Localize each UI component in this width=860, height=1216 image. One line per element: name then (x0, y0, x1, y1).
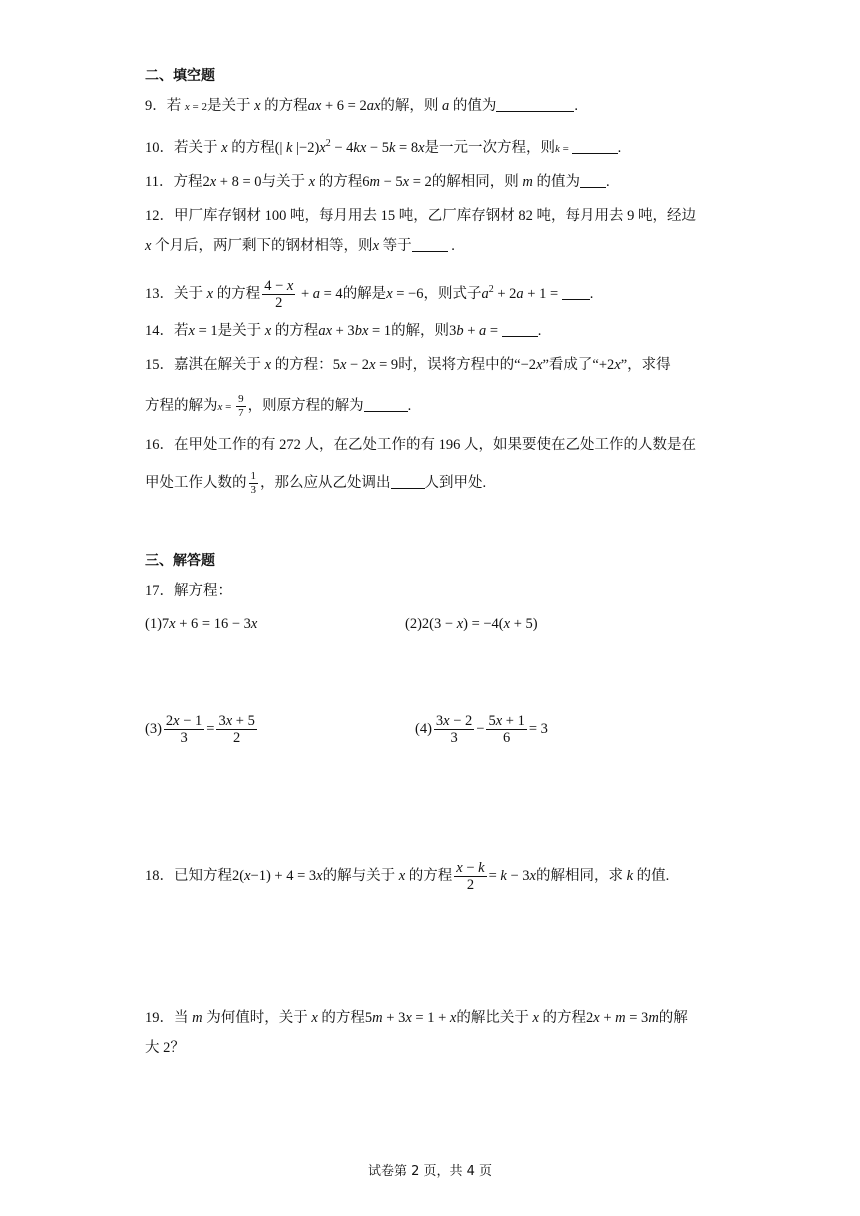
q14-expression: 3b + a = (449, 323, 502, 339)
question-10: 10．若关于 x 的方程(| k $|-2)x^2 - 4kx - 5k = 8x$是一元一次方程，则k = . (145, 138, 622, 156)
q14-text-b: 是关于 (217, 323, 262, 339)
q15-text-h: . (407, 397, 412, 414)
q11-equation-2: 6m − 5x = 2 (362, 174, 432, 190)
q14-text-e: . (537, 323, 542, 339)
q15-term-minus: −2x (520, 357, 543, 373)
q19-text-f: 的解 (658, 1010, 688, 1026)
q13-expression: $a^2 + 2a + 1$ = (481, 284, 562, 302)
question-19-line-1: 19．当 m 为何值时，关于 x 的方程5m + 3x = 1 + x的解比关于 x 的方程2x + m = 3m的解 (145, 1010, 688, 1026)
q11-text-f: . (605, 174, 610, 190)
q13-solution: x = −6 (386, 285, 424, 302)
q18-fraction: $\frac{x - k}{2}$ (456, 860, 485, 893)
question-9: 9．若 x = 2是关于 x 的方程ax + 6 = 2ax的解，则 a 的值为 . (145, 98, 579, 114)
q14-number: 14． (145, 323, 174, 339)
question-15-line-1: 15．嘉淇在解关于 x 的方程：5x − 2x = 9时，误将方程中的“−2x”看成了“+2x”，求得 (145, 357, 671, 373)
q17-part-4-frac-right: $\frac{5x + 1}{6}$ (488, 713, 525, 746)
q17-part-1-label: (1) (145, 616, 162, 632)
q18-equation-1: 2(x−1) + 4 = 3x (232, 867, 323, 884)
q15-text-e: ”，求得 (620, 357, 671, 373)
q10-text-a: 若关于 (174, 139, 218, 156)
q15-number: 15． (145, 357, 174, 373)
q11-answer-blank[interactable] (580, 173, 606, 188)
q13-text-a: 关于 (174, 285, 203, 302)
q11-text-a: 方程 (173, 174, 203, 190)
q18-text-a: 已知方程 (174, 867, 232, 884)
q19-text-e: 的方程 (542, 1010, 587, 1026)
q10-text-b: 的方程 (231, 139, 275, 156)
q16-text-b: ，那么应从乙处调出 (260, 474, 391, 491)
q9-equation: ax + 6 = 2ax (307, 98, 381, 114)
q11-text-c: 的方程 (318, 174, 363, 190)
q17-part-4-frac-left: $\frac{3x - 2}{3}$ (435, 713, 473, 746)
q17-part-1 (145, 614, 257, 634)
q11-equation-1: 2x + 8 = 0 (202, 174, 262, 190)
q17-part-2 (405, 614, 538, 634)
q13-fraction: $\frac{4 - x}{2}$ (264, 278, 294, 311)
question-12-line-1: 12．甲厂库存钢材 100 吨，每月用去 15 吨，乙厂库存钢材 82 吨，每月用去 9 吨，经边 (145, 208, 696, 224)
q19-text-d: 的解比关于 (456, 1010, 529, 1026)
q12-text-b: 等于 (382, 238, 412, 254)
q17-part-3-frac-right: $\frac{3x + 5}{2}$ (218, 713, 255, 746)
q15-fraction-9-7: $\frac{9}{7}$ (238, 393, 244, 419)
q11-text-e: 的值为 (536, 174, 580, 190)
q13-number: 13． (145, 285, 174, 302)
question-16-line-1: 16．在甲处工作的有 272 人，在乙处工作的有 196 人，如果要使在乙处工作的人数是在 (145, 437, 696, 453)
q15-text-c: 时，误将方程中的“ (398, 357, 521, 373)
q9-text-d: 的解，则 (380, 98, 439, 114)
q15-equation: 5x − 2x = 9 (332, 357, 399, 373)
q13-text-e: . (589, 285, 594, 302)
q15-text-a: 嘉淇在解关于 (174, 357, 261, 373)
q10-text-c: 是一元一次方程，则 (424, 139, 556, 156)
question-15-line-2: 方程的解为x = $\frac{9}{7}$ ，则原方程的解为 . (145, 393, 412, 419)
q10-answer-blank[interactable] (572, 139, 618, 154)
q9-text-e: 的值为 (452, 98, 497, 114)
question-11: 11．方程2x + 8 = 0与关于 x 的方程6m − 5x = 2的解相同，则 m 的值为 . (145, 174, 610, 190)
q17-part-4-label: (4) (415, 720, 432, 737)
q19-equation-2: 2x + m = 3m (586, 1010, 659, 1026)
q9-text-f: . (574, 98, 579, 114)
q15-text-f: 方程的解为 (145, 397, 218, 414)
section-fill-in-title: 二、填空题 (145, 68, 215, 84)
q19-text-c: 的方程 (321, 1010, 365, 1026)
q18-text-c: 的方程 (408, 867, 453, 884)
q11-number: 11． (145, 174, 174, 190)
q12-answer-blank[interactable] (412, 237, 448, 252)
q9-number: 9． (145, 98, 167, 114)
question-17-title: 17．解方程： (145, 583, 232, 599)
q12-text-a: 个月后，两厂剩下的钢材相等，则 (155, 238, 373, 254)
q13-text-b: 的方程 (216, 285, 261, 302)
q13-answer-blank[interactable] (562, 285, 590, 300)
q17-part-2-label: (2) (405, 616, 422, 632)
q16-text-a: 甲处工作人数的 (145, 474, 247, 491)
page-footer: 试卷第 2 页，共 4 页 (367, 1164, 493, 1179)
q15-text-b: 的方程： (274, 357, 333, 373)
question-12-line-2: x 个月后，两厂剩下的钢材相等，则x 等于 . (145, 238, 455, 254)
q14-equation: ax + 3bx = 1 (318, 323, 392, 339)
q9-text-c: 的方程 (264, 98, 308, 114)
q18-text-d: 的解相同，求 (535, 867, 623, 884)
q14-math-x-eq-1: x = 1 (188, 323, 218, 339)
q14-text-d: 的解，则 (391, 323, 450, 339)
q19-text-a: 当 (174, 1010, 189, 1026)
q9-answer-blank[interactable] (496, 97, 574, 112)
q15-text-d: ”看成了“ (542, 357, 599, 373)
question-18: 18．已知方程2(x−1) + 4 = 3x的解与关于 x 的方程 $\frac{x - k}{2}$ = k − 3x的解相同，求 k 的值. (145, 860, 670, 893)
q17-part-2-equation: 2(3 − x) = −4(x + 5) (421, 616, 538, 632)
q17-part-3: (3) $\frac{2x - 1}{3}$ = $\frac{3x + 5}{2}$ (145, 713, 255, 746)
q11-text-b: 与关于 (261, 174, 306, 190)
q9-text-b: 是关于 (206, 98, 251, 114)
q16-fraction-1-3: $\frac{1}{3}$ (250, 470, 256, 496)
q11-text-d: 的解相同，则 (431, 174, 519, 190)
q10-text-d: . (617, 139, 622, 156)
q9-math-x-eq-2: x = 2 (184, 101, 207, 113)
q17-part-1-equation: 7x + 6 = 16 − 3x (161, 616, 258, 632)
q10-number: 10． (145, 139, 174, 156)
q15-term-plus: +2x (598, 357, 621, 373)
q14-text-c: 的方程 (274, 323, 319, 339)
q19-text-b: 为何值时，关于 (206, 1010, 308, 1026)
q16-text-c: 人到甲处. (424, 474, 487, 491)
q19-equation-1: 5m + 3x = 1 + x (364, 1010, 457, 1026)
q19-number: 19． (145, 1010, 174, 1026)
q17-part-4: (4) $\frac{3x - 2}{3}$ − $\frac{5x + 1}{6}$ = 3 (415, 713, 548, 746)
q16-answer-blank[interactable] (391, 474, 425, 489)
q18-number: 18． (145, 867, 174, 884)
question-19-line-2: 大 2？ (145, 1040, 185, 1056)
q10-equation: (| k $|-2)x^2 - 4kx - 5k = 8x$ (274, 138, 425, 156)
q18-text-b: 的解与关于 (322, 867, 396, 884)
q18-text-e: 的值. (636, 867, 670, 884)
q14-answer-blank[interactable] (502, 322, 538, 337)
q13-text-d: ，则式子 (423, 285, 482, 302)
q15-answer-blank[interactable] (364, 397, 408, 412)
q12-text-c: . (447, 238, 455, 254)
q13-text-c: 的解是 (342, 285, 387, 302)
q17-part-3-label: (3) (145, 720, 162, 737)
question-16-line-2 (145, 470, 486, 497)
q14-text-a: 若 (174, 323, 189, 339)
question-14: 14．若x = 1是关于 x 的方程ax + 3bx = 1的解，则3b + a = . (145, 323, 542, 339)
q9-text-a: 若 (166, 98, 182, 114)
section-answer-title: 三、解答题 (145, 553, 215, 569)
q17-part-3-frac-left: $\frac{2x - 1}{3}$ (165, 713, 203, 746)
q15-text-g: ，则原方程的解为 (247, 397, 364, 414)
question-13: 13．关于 x 的方程 $\frac{4 - x}{2}$ + a = 4的解是x = −6，则式子$a^2 + 2a + 1$ = . (145, 278, 594, 311)
